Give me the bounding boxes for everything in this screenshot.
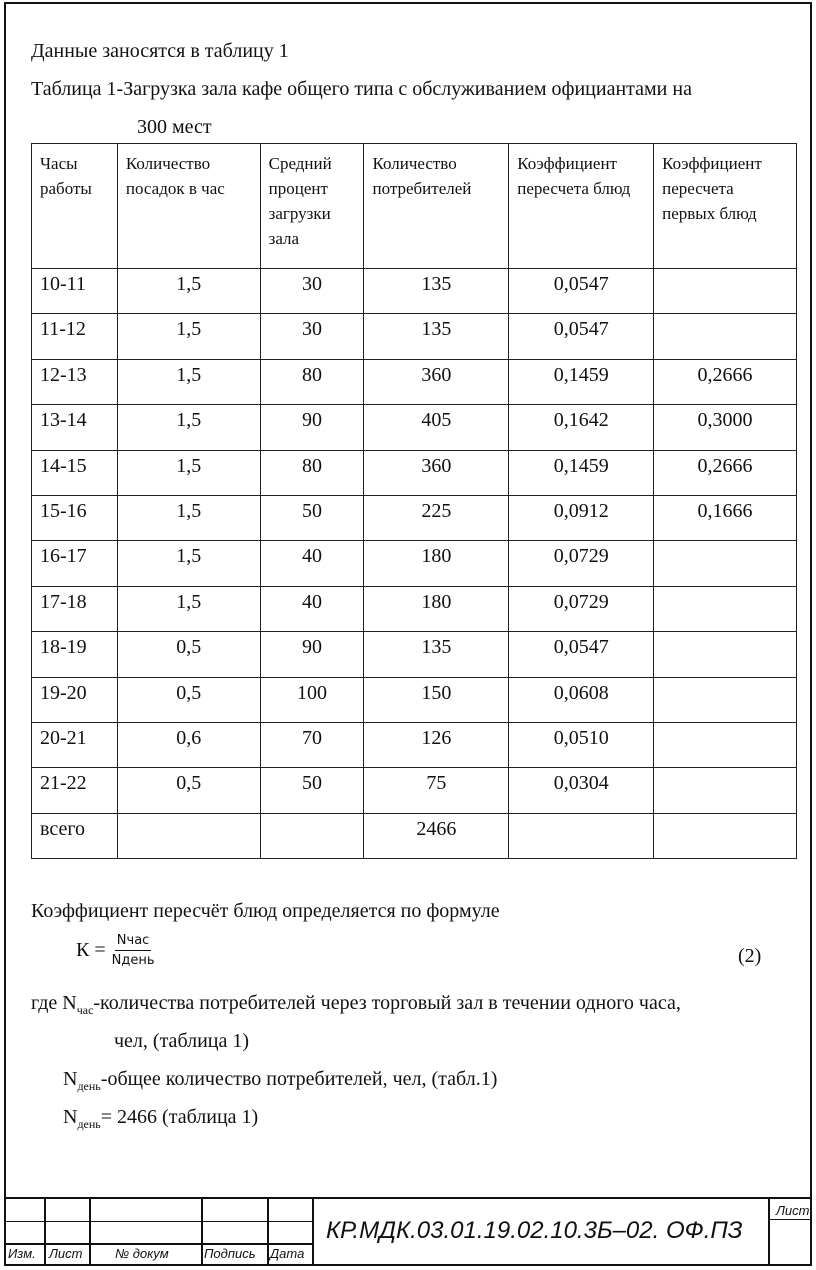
consumers-cell: 180 bbox=[364, 586, 509, 631]
hours-cell: 20-21 bbox=[32, 722, 118, 767]
consumers-cell: 405 bbox=[364, 405, 509, 450]
hours-cell: всего bbox=[32, 813, 118, 858]
seatings-cell: 0,6 bbox=[117, 722, 260, 767]
consumers-cell: 126 bbox=[364, 722, 509, 767]
where-line-2: чел, (таблица 1) bbox=[114, 1030, 250, 1052]
consumers-cell: 150 bbox=[364, 677, 509, 722]
table-caption-cont: 300 мест bbox=[137, 116, 212, 138]
load-percent-cell: 40 bbox=[260, 586, 364, 631]
consumers-cell: 135 bbox=[364, 632, 509, 677]
hours-cell: 15-16 bbox=[32, 495, 118, 540]
seatings-cell: 1,5 bbox=[117, 405, 260, 450]
first-dish-coef-cell bbox=[654, 632, 797, 677]
formula-numerator: Nчас bbox=[115, 933, 152, 951]
seatings-cell: 1,5 bbox=[117, 450, 260, 495]
stamp-row-line bbox=[4, 1243, 312, 1245]
dish-coef-cell: 0,0304 bbox=[509, 768, 654, 813]
dish-coef-cell: 0,0547 bbox=[509, 314, 654, 359]
title-block bbox=[4, 1197, 812, 1266]
formula-intro: Коэффициент пересчёт блюд определяется по формуле bbox=[31, 900, 500, 922]
stamp-divider bbox=[201, 1199, 203, 1266]
seatings-cell: 1,5 bbox=[117, 586, 260, 631]
consumers-cell: 180 bbox=[364, 541, 509, 586]
first-dish-coef-cell bbox=[654, 768, 797, 813]
hours-cell: 12-13 bbox=[32, 359, 118, 404]
seatings-cell: 1,5 bbox=[117, 541, 260, 586]
consumers-cell: 135 bbox=[364, 269, 509, 314]
table-row bbox=[32, 541, 797, 586]
consumers-cell: 225 bbox=[364, 495, 509, 540]
hours-cell: 11-12 bbox=[32, 314, 118, 359]
load-percent-cell: 70 bbox=[260, 722, 364, 767]
hours-cell: 19-20 bbox=[32, 677, 118, 722]
stamp-docno-label: № докум bbox=[115, 1246, 169, 1261]
stamp-divider bbox=[312, 1199, 314, 1266]
header-dish-coef: Коэффициент пересчета блюд bbox=[509, 144, 654, 269]
where-line-3: $N_{день}$-общее количество потребителей, чел, (табл.1) bbox=[63, 1068, 498, 1093]
formula-denominator: Nдень bbox=[111, 953, 155, 968]
where-line-1: где $N_{час}$-количества потребителей через торговый зал в течении одного часа, bbox=[31, 992, 681, 1017]
table-row bbox=[32, 632, 797, 677]
table-row bbox=[32, 269, 797, 314]
header-hours: Часы работы bbox=[32, 144, 118, 269]
table-row bbox=[32, 813, 797, 858]
first-dish-coef-cell: 0,3000 bbox=[654, 405, 797, 450]
seatings-cell bbox=[117, 813, 260, 858]
table-row bbox=[32, 722, 797, 767]
consumers-cell: 135 bbox=[364, 314, 509, 359]
consumers-cell: 360 bbox=[364, 359, 509, 404]
seatings-cell: 0,5 bbox=[117, 632, 260, 677]
dish-coef-cell: 0,1459 bbox=[509, 359, 654, 404]
header-first-dish-coef: Коэффициент пересчета первых блюд bbox=[654, 144, 797, 269]
where-line-4: $N_{день}= 2466$ (таблица 1) bbox=[63, 1106, 259, 1131]
stamp-row-line bbox=[4, 1221, 312, 1222]
consumers-cell: 2466 bbox=[364, 813, 509, 858]
load-percent-cell bbox=[260, 813, 364, 858]
first-dish-coef-cell bbox=[654, 541, 797, 586]
stamp-sheet-line bbox=[768, 1219, 812, 1220]
table-row bbox=[32, 359, 797, 404]
intro-text: Данные заносятся в таблицу 1 bbox=[31, 40, 289, 62]
document-code: КР.МДК.03.01.19.02.10.3Б–02. ОФ.ПЗ bbox=[326, 1217, 743, 1244]
formula bbox=[76, 933, 155, 968]
dish-coef-cell: 0,0912 bbox=[509, 495, 654, 540]
header-seatings: Количество посадок в час bbox=[117, 144, 260, 269]
stamp-izm-label: Изм. bbox=[8, 1246, 36, 1261]
seatings-cell: 1,5 bbox=[117, 314, 260, 359]
load-percent-cell: 50 bbox=[260, 495, 364, 540]
dish-coef-cell: 0,0510 bbox=[509, 722, 654, 767]
stamp-divider bbox=[267, 1199, 269, 1266]
table-row bbox=[32, 586, 797, 631]
hours-cell: 16-17 bbox=[32, 541, 118, 586]
consumers-cell: 75 bbox=[364, 768, 509, 813]
dish-coef-cell: 0,0547 bbox=[509, 269, 654, 314]
stamp-date-label: Дата bbox=[270, 1246, 305, 1261]
table-row bbox=[32, 314, 797, 359]
load-percent-cell: 100 bbox=[260, 677, 364, 722]
load-percent-cell: 80 bbox=[260, 359, 364, 404]
dish-coef-cell: 0,0729 bbox=[509, 541, 654, 586]
hours-cell: 17-18 bbox=[32, 586, 118, 631]
formula-lhs: К = bbox=[76, 939, 106, 961]
seatings-cell: 1,5 bbox=[117, 359, 260, 404]
table-body bbox=[32, 269, 797, 859]
seatings-cell: 0,5 bbox=[117, 768, 260, 813]
dish-coef-cell: 0,0729 bbox=[509, 586, 654, 631]
seatings-cell: 1,5 bbox=[117, 495, 260, 540]
equation-number: (2) bbox=[738, 945, 762, 967]
stamp-sign-label: Подпись bbox=[204, 1246, 256, 1261]
stamp-divider bbox=[768, 1199, 770, 1266]
formula-fraction bbox=[112, 933, 155, 968]
table-row bbox=[32, 450, 797, 495]
load-percent-cell: 50 bbox=[260, 768, 364, 813]
dish-coef-cell: 0,1459 bbox=[509, 450, 654, 495]
first-dish-coef-cell bbox=[654, 314, 797, 359]
first-dish-coef-cell bbox=[654, 586, 797, 631]
dish-coef-cell: 0,1642 bbox=[509, 405, 654, 450]
first-dish-coef-cell bbox=[654, 269, 797, 314]
table-row bbox=[32, 405, 797, 450]
dish-coef-cell: 0,0608 bbox=[509, 677, 654, 722]
first-dish-coef-cell: 0,2666 bbox=[654, 359, 797, 404]
table-header-row bbox=[32, 144, 797, 269]
header-load-percent: Средний процент загрузки зала bbox=[260, 144, 364, 269]
hours-cell: 10-11 bbox=[32, 269, 118, 314]
table-caption: Таблица 1-Загрузка зала кафе общего типа с обслуживанием официантами на bbox=[31, 78, 692, 100]
load-percent-cell: 30 bbox=[260, 269, 364, 314]
table-row bbox=[32, 677, 797, 722]
hours-cell: 21-22 bbox=[32, 768, 118, 813]
stamp-divider bbox=[89, 1199, 91, 1266]
hours-cell: 13-14 bbox=[32, 405, 118, 450]
stamp-sheet-label: Лист bbox=[776, 1203, 810, 1218]
load-percent-cell: 90 bbox=[260, 632, 364, 677]
stamp-divider bbox=[44, 1199, 46, 1266]
consumers-cell: 360 bbox=[364, 450, 509, 495]
dish-coef-cell: 0,0547 bbox=[509, 632, 654, 677]
first-dish-coef-cell: 0,2666 bbox=[654, 450, 797, 495]
hours-cell: 14-15 bbox=[32, 450, 118, 495]
dish-coef-cell bbox=[509, 813, 654, 858]
stamp-list-label: Лист bbox=[49, 1246, 83, 1261]
header-consumers: Количество потребителей bbox=[364, 144, 509, 269]
load-percent-cell: 40 bbox=[260, 541, 364, 586]
first-dish-coef-cell bbox=[654, 722, 797, 767]
first-dish-coef-cell bbox=[654, 813, 797, 858]
hours-cell: 18-19 bbox=[32, 632, 118, 677]
seatings-cell: 0,5 bbox=[117, 677, 260, 722]
load-percent-cell: 80 bbox=[260, 450, 364, 495]
load-table bbox=[31, 143, 797, 859]
first-dish-coef-cell bbox=[654, 677, 797, 722]
load-percent-cell: 90 bbox=[260, 405, 364, 450]
first-dish-coef-cell: 0,1666 bbox=[654, 495, 797, 540]
table-row bbox=[32, 768, 797, 813]
load-percent-cell: 30 bbox=[260, 314, 364, 359]
seatings-cell: 1,5 bbox=[117, 269, 260, 314]
table-row bbox=[32, 495, 797, 540]
